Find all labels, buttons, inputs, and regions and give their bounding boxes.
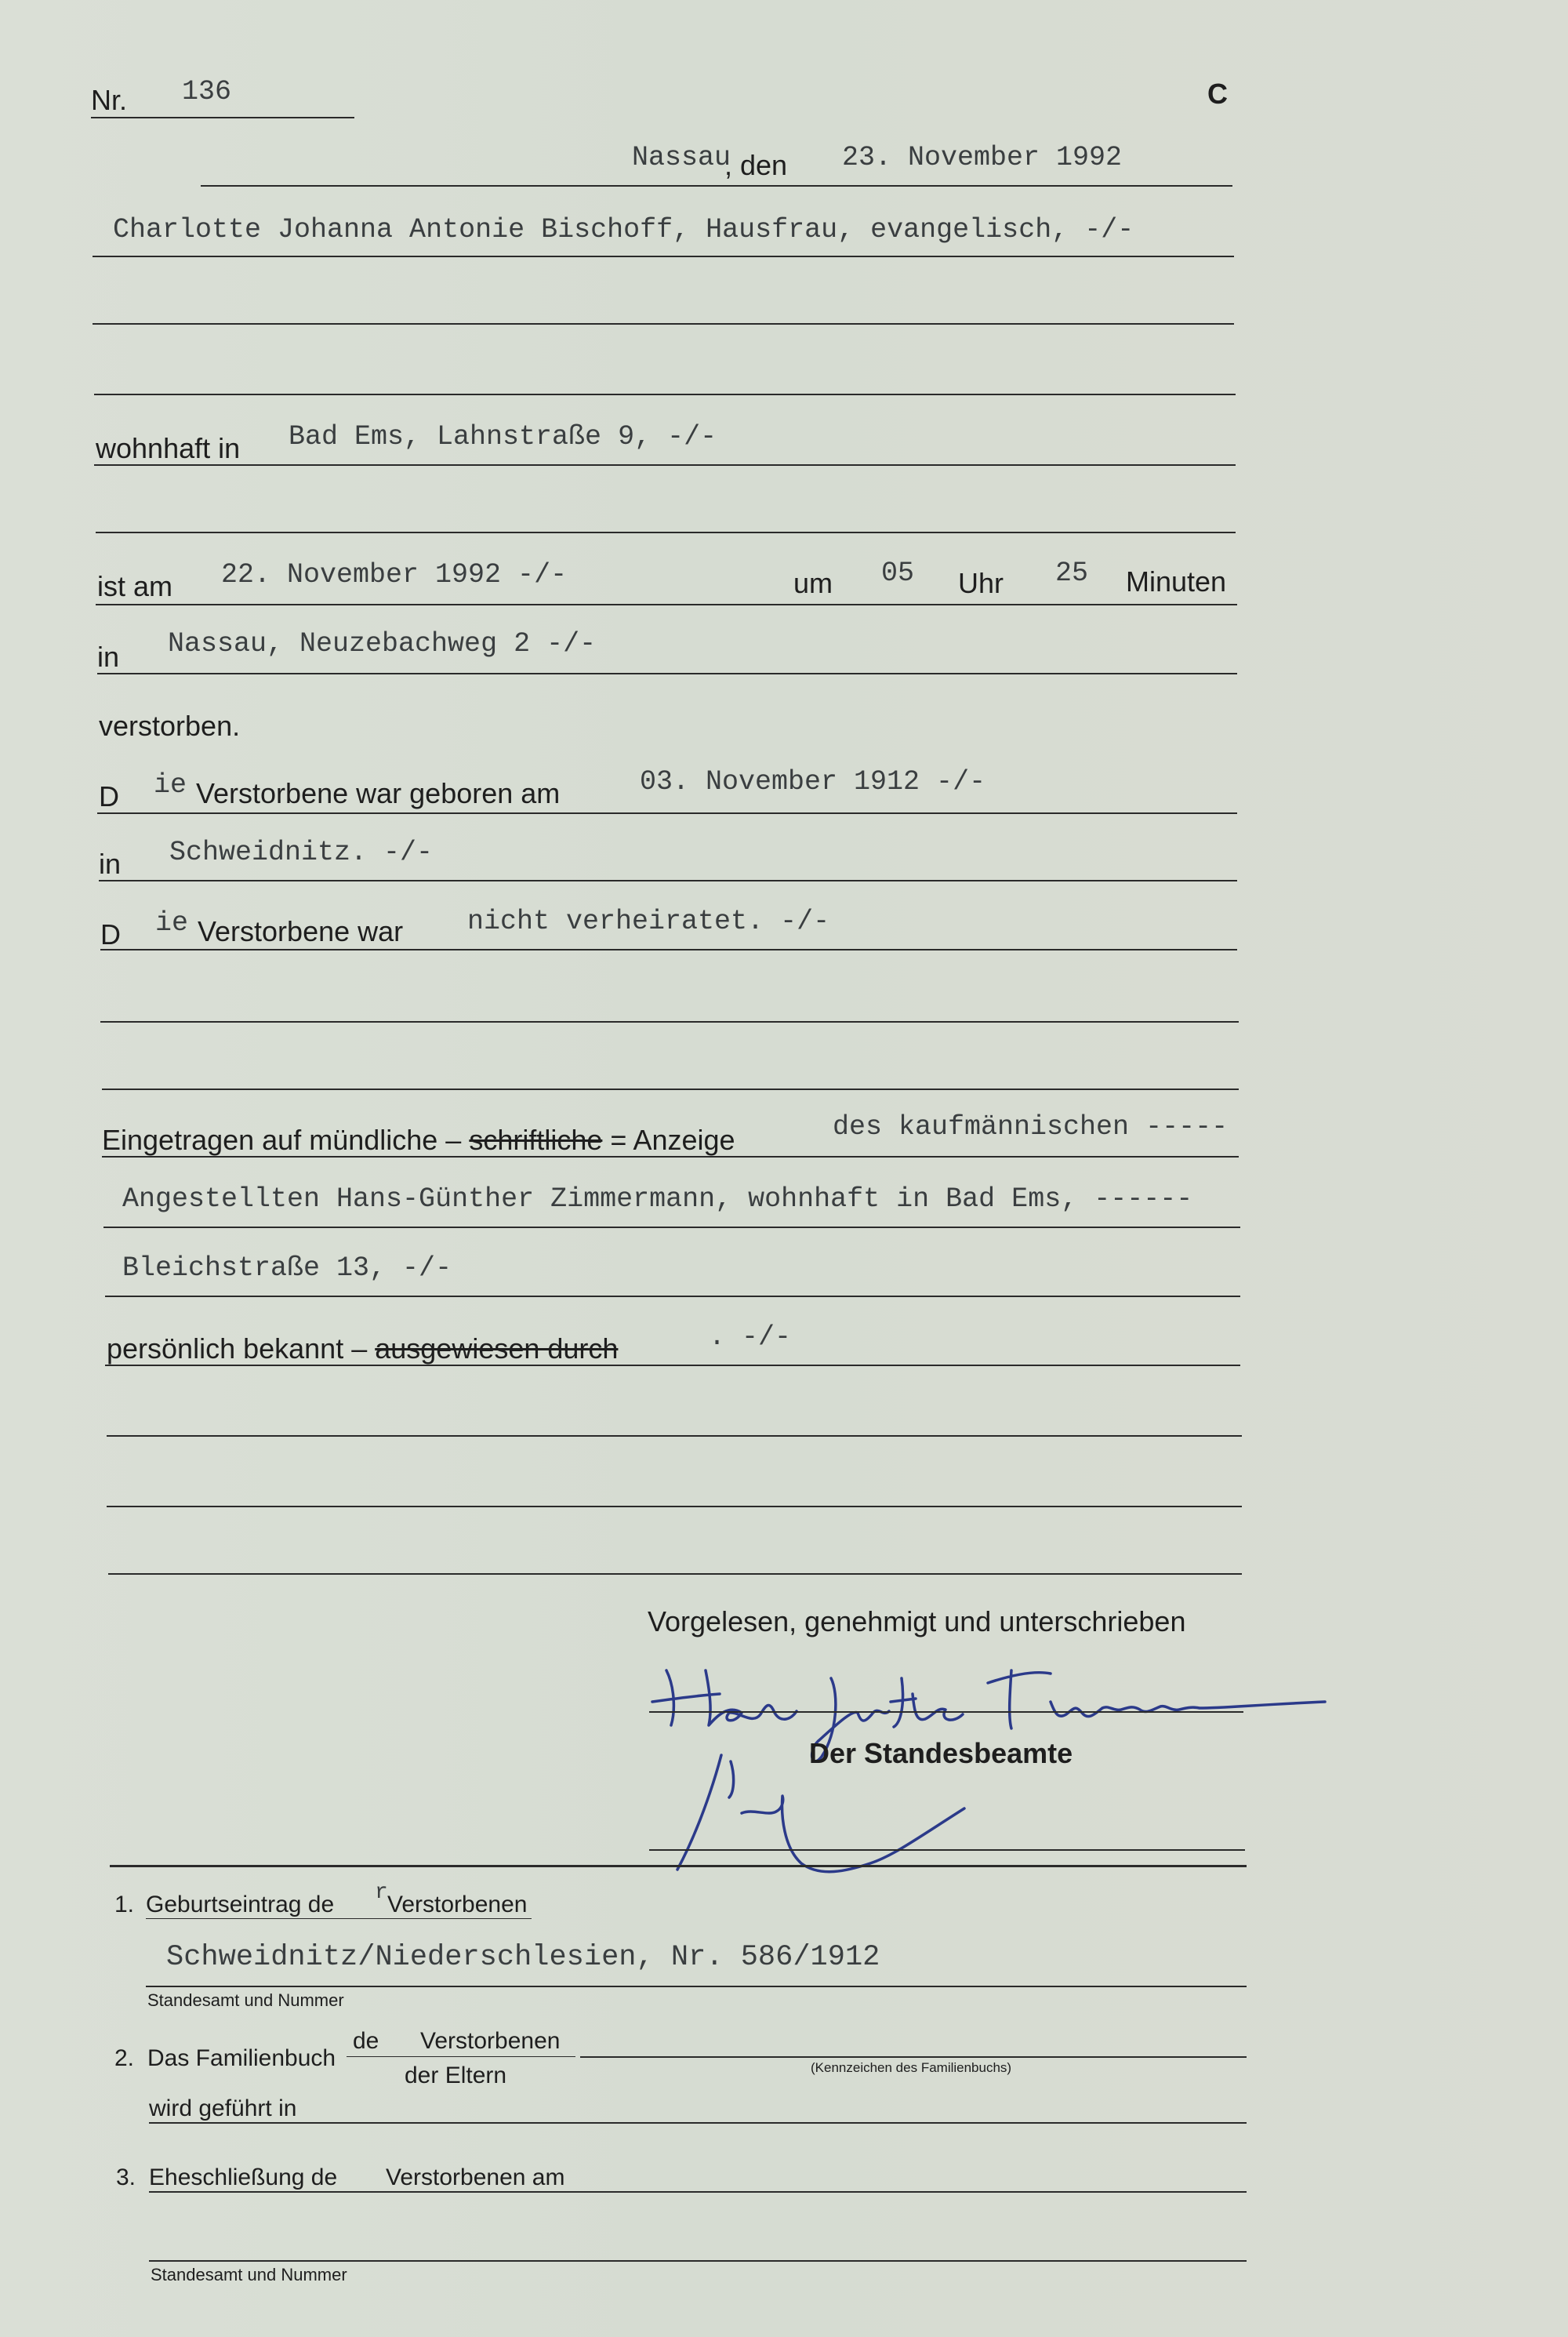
note-1-label-underline — [146, 1918, 532, 1919]
note-1-caption: Standesamt und Nummer — [147, 1990, 344, 2010]
place-of-record: Nassau — [632, 142, 731, 173]
informant-signature-rule — [649, 1711, 1243, 1713]
den-label: , den — [724, 149, 788, 181]
verstorben-label: verstorben. — [99, 710, 241, 742]
entry-number: 136 — [182, 76, 232, 107]
note-3-number: 3. — [116, 2164, 136, 2190]
note-3-caption: Standesamt und Nummer — [151, 2265, 347, 2284]
note-2-de: de — [353, 2028, 379, 2054]
death-in-label: in — [97, 641, 120, 673]
marital-ie-suffix: ie — [155, 907, 189, 939]
note-2-wird-rule — [149, 2122, 1247, 2124]
identity-rule — [105, 1365, 1240, 1366]
note-1-rule — [146, 1986, 1247, 1987]
name-rule-1 — [93, 256, 1234, 257]
nr-rule — [91, 117, 354, 118]
read-approved-label: Vorgelesen, genehmigt und unterschrieben — [648, 1605, 1186, 1637]
note-3-label: Eheschließung de — [149, 2164, 338, 2190]
date-rule — [201, 185, 1232, 187]
record-date: 23. November 1992 — [842, 142, 1123, 173]
minuten-label: Minuten — [1126, 565, 1227, 598]
residence-value: Bad Ems, Lahnstraße 9, -/- — [289, 421, 717, 452]
residence-label: wohnhaft in — [96, 432, 241, 464]
birth-ie-suffix: ie — [154, 769, 187, 801]
deceased-name-line: Charlotte Johanna Antonie Bischoff, Hausfrau, evangelisch, -/- — [113, 214, 1134, 245]
uhr-label: Uhr — [958, 567, 1004, 599]
birth-d-label: D — [99, 780, 119, 812]
informant-line-2: Angestellten Hans-Günther Zimmermann, wohnhaft in Bad Ems, ------ — [122, 1183, 1193, 1215]
registration-label-prefix: Eingetragen auf mündliche – — [102, 1124, 470, 1156]
death-place: Nassau, Neuzebachweg 2 -/- — [168, 628, 597, 660]
registrar-signature-rule — [649, 1849, 1245, 1851]
marital-rule — [100, 949, 1237, 950]
note-1-number: 1. — [114, 1892, 135, 1917]
note-2-rule — [580, 2056, 1247, 2058]
note-2-number: 2. — [114, 2045, 135, 2071]
birth-in-label: in — [99, 848, 122, 880]
registration-label-eq: = — [602, 1124, 633, 1156]
identity-label-prefix: persönlich bekannt – — [107, 1332, 376, 1365]
marital-rule-2 — [100, 1021, 1239, 1023]
name-rule-3 — [94, 394, 1236, 395]
note-3-label-end: Verstorbenen am — [386, 2164, 565, 2190]
informant-rule-3 — [105, 1296, 1240, 1297]
identity-label-struck: ausgewiesen durch — [375, 1332, 619, 1365]
um-label: um — [793, 567, 833, 599]
blank-rule-3 — [108, 1573, 1242, 1575]
note-2-label: Das Familienbuch — [147, 2045, 336, 2071]
death-minutes: 25 — [1055, 558, 1089, 589]
identity-label — [107, 1332, 619, 1365]
marital-label: Verstorbene war — [198, 915, 404, 947]
ist-am-label: ist am — [97, 570, 173, 602]
registrar-label: Der Standesbeamte — [809, 1737, 1073, 1769]
marital-rule-3 — [102, 1089, 1239, 1090]
death-hour: 05 — [881, 558, 915, 589]
identity-value: . -/- — [709, 1321, 792, 1353]
marital-status: nicht verheiratet. -/- — [467, 906, 830, 937]
note-1-value: Schweidnitz/Niederschlesien, Nr. 586/1912 — [166, 1941, 880, 1974]
blank-rule-2 — [107, 1506, 1242, 1507]
death-place-rule — [97, 673, 1237, 674]
death-date-rule — [96, 604, 1237, 605]
registration-label-struck: schriftliche — [469, 1124, 603, 1156]
death-date: 22. November 1992 -/- — [221, 559, 568, 591]
marital-d-label: D — [100, 918, 121, 950]
geboren-label: Verstorbene war geboren am — [196, 777, 561, 809]
birth-date: 03. November 1912 -/- — [640, 766, 986, 798]
birth-date-rule — [97, 812, 1237, 814]
informant-rule-2 — [103, 1227, 1240, 1228]
birth-place: Schweidnitz. -/- — [169, 837, 434, 868]
note-3-rule-2 — [149, 2260, 1247, 2262]
residence-rule-2 — [96, 532, 1236, 533]
note-2-option-parents: der Eltern — [405, 2063, 507, 2088]
registration-label — [102, 1126, 735, 1154]
informant-line-3: Bleichstraße 13, -/- — [122, 1252, 452, 1284]
residence-rule — [94, 464, 1236, 466]
informant-rule-1 — [102, 1156, 1239, 1158]
note-2-option-deceased: Verstorbenen — [420, 2028, 561, 2054]
note-2-caption: (Kennzeichen des Familienbuchs) — [811, 2060, 1012, 2075]
birth-place-rule — [99, 880, 1237, 881]
note-2-wird-label: wird geführt in — [149, 2095, 297, 2121]
note-1-r: r — [375, 1881, 388, 1905]
note-1-label: Geburtseintrag de — [146, 1892, 335, 1917]
nr-label: Nr. — [91, 84, 128, 116]
note-1-label-end: Verstorbenen — [387, 1892, 528, 1917]
note-3-rule — [149, 2191, 1247, 2193]
name-rule-2 — [93, 323, 1234, 325]
informant-line-1: des kaufmännischen ----- — [833, 1111, 1229, 1143]
form-letter: C — [1207, 78, 1228, 110]
notes-separator — [110, 1865, 1247, 1867]
registration-label-suffix: Anzeige — [633, 1124, 735, 1156]
note-2-options-divider — [347, 2056, 575, 2057]
blank-rule-1 — [107, 1435, 1242, 1437]
